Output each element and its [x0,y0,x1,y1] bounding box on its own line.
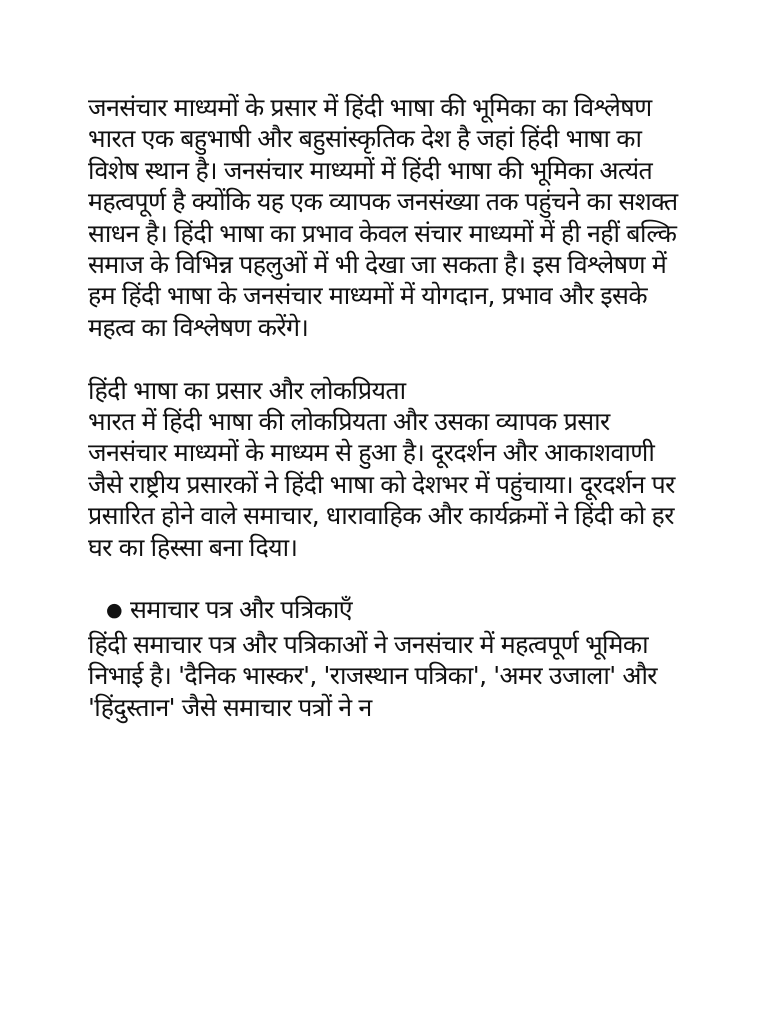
section-heading-newspapers: समाचार पत्र और पत्रिकाएँ [129,595,353,625]
section-paragraph-spread: भारत में हिंदी भाषा की लोकप्रियता और उसका व्यापक प्रसार जनसंचार माध्यमों के माध्यम से हुआ है। दूरदर्शन और आकाशवाणी जैसे राष्ट्रीय प्रसारकों ने हिंदी भाषा को देशभर में पहुंचाया। दूरदर्शन पर प्रसारित होने वाले समाचार, धारावाहिक और कार्यक्रमों ने हिंदी को हर घर का हिस्सा बना दिया। [88,407,675,562]
document-body [88,92,688,723]
bullet-icon: ● [106,599,122,622]
paragraph-gap [88,563,688,594]
intro-paragraph: भारत एक बहुभाषी और बहुसांस्कृतिक देश है जहां हिंदी भाषा का विशेष स्थान है। जनसंचार माध्यमों में हिंदी भाषा की भूमिका अत्यंत महत्वपूर्ण है क्योंकि यह एक व्यापक जनसंख्या तक पहुंचने का सशक्त साधन है। हिंदी भाषा का प्रभाव केवल संचार माध्यमों में ही नहीं बल्कि समाज के विभिन्न पहलुओं में भी देखा जा सकता है। इस विश्लेषण में हम हिंदी भाषा के जनसंचार माध्यमों में योगदान, प्रभाव और इसके महत्व का विश्लेषण करेंगे। [88,124,678,342]
section-paragraph-newspapers: हिंदी समाचार पत्र और पत्रिकाओं ने जनसंचार में महत्वपूर्ण भूमिका निभाई है। 'दैनिक भास्कर', 'राजस्थान पत्रिका', 'अमर उजाला' और 'हिंदुस्तान' जैसे समाचार पत्रों ने न [88,629,657,722]
document-title: जनसंचार माध्यमों के प्रसार में हिंदी भाषा की भूमिका का विश्लेषण [88,93,652,122]
section-heading-spread: हिंदी भाषा का प्रसार और लोकप्रियता [88,375,406,405]
bullet-heading [88,594,688,628]
paragraph-gap [88,343,688,374]
